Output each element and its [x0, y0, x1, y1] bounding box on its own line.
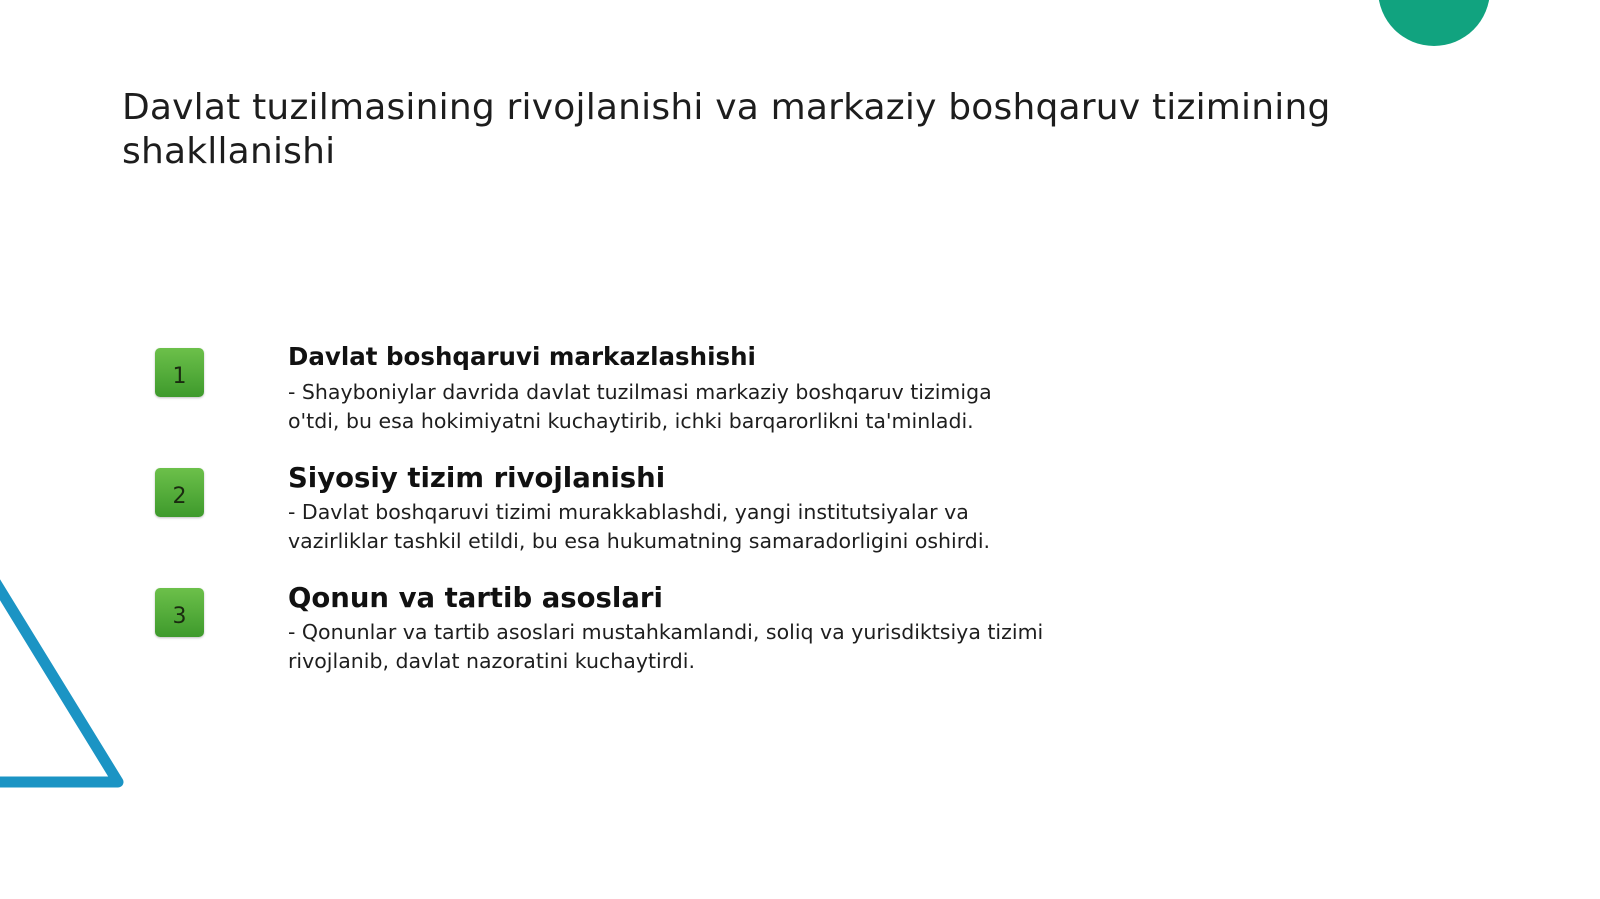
- item-heading: Qonun va tartib asoslari: [288, 582, 663, 614]
- item-heading: Siyosiy tizim rivojlanishi: [288, 462, 666, 494]
- decorative-green-circle: [1378, 0, 1490, 46]
- badge-number: 3: [172, 604, 187, 629]
- decorative-triangle-outline: [0, 560, 140, 820]
- slide-title: Davlat tuzilmasining rivojlanishi va markaziy boshqaruv tizimining shakllanishi: [122, 87, 1331, 172]
- number-badge-1: [155, 348, 204, 397]
- item-heading: Davlat boshqaruvi markazlashishi: [288, 342, 756, 371]
- item-description: - Qonunlar va tartib asoslari mustahkamlandi, soliq va yurisdiktsiya tizimi rivojlanib, davlat nazoratini kuchaytirdi.: [288, 620, 1044, 673]
- badge-number: 2: [172, 484, 187, 509]
- badge-number: 1: [172, 364, 187, 389]
- number-badge-2: [155, 468, 204, 517]
- item-description: - Shayboniylar davrida davlat tuzilmasi markaziy boshqaruv tizimiga o'tdi, bu esa hokimiyatni kuchaytirib, ichki barqarorlikni ta'minladi.: [288, 380, 992, 433]
- number-badge-3: [155, 588, 204, 637]
- item-description: - Davlat boshqaruvi tizimi murakkablashdi, yangi institutsiyalar va vazirliklar tashkil etildi, bu esa hukumatning samaradorligini oshirdi.: [288, 500, 991, 553]
